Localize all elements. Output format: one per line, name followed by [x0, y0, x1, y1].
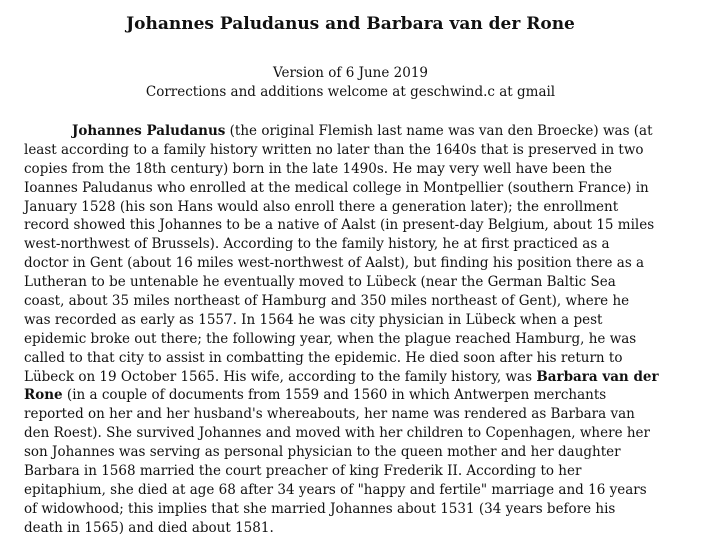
line-text: record showed this Johannes to be a native of Aalst (in present-day Belgium, about 15 miles: [24, 217, 655, 234]
paragraph-line: [24, 198, 684, 217]
line-text: epidemic broke out there; the following year, when the plague reached Hamburg, he was: [24, 330, 637, 347]
line-text: epitaphium, she died at age 68 after 34 years of "happy and fertile" marriage and 16 years: [24, 481, 647, 498]
paragraph-line: [24, 122, 684, 141]
line-text: Barbara in 1568 married the court preacher of king Frederik II. According to her: [24, 463, 582, 480]
bold-name: Johannes Paludanus: [72, 123, 226, 139]
line-text: west-northwest of Brussels). According to the family history, he at first practiced as a: [24, 236, 610, 253]
document-title: Johannes Paludanus and Barbara van der Rone: [126, 14, 575, 34]
paragraph-line: [24, 368, 684, 387]
paragraph-line: [24, 216, 684, 235]
version-date: Version of 6 June 2019: [272, 65, 429, 81]
paragraph-line: [24, 462, 684, 481]
paragraph-line: [24, 254, 684, 273]
contact-note: Corrections and additions welcome at geschwind.c at gmail: [145, 84, 556, 100]
line-text: was recorded as early as 1557. In 1564 he was city physician in Lübeck when a pest: [24, 311, 603, 328]
paragraph-line: [24, 424, 684, 443]
paragraph-line: [24, 481, 684, 500]
line-text: least according to a family history written no later than the 1640s that is preserved in two: [24, 141, 644, 158]
paragraph-line: [24, 349, 684, 368]
line-text: Lutheran to be untenable he eventually moved to Lübeck (near the German Baltic Sea: [24, 274, 616, 291]
line-text: (in a couple of documents from 1559 and 1560 in which Antwerpen merchants: [62, 387, 607, 404]
line-text: son Johannes was serving as personal physician to the queen mother and her daughter: [24, 444, 621, 461]
bold-name: Barbara van der: [536, 368, 659, 385]
paragraph-line: [24, 235, 684, 254]
paragraph-line: [24, 330, 684, 349]
paragraph-line: [24, 273, 684, 292]
paragraph-line: [24, 443, 684, 462]
paragraph-line: [24, 311, 684, 330]
line-text: reported on her and her husband's whereabouts, her name was rendered as Barbara van: [24, 406, 635, 423]
line-text: of widowhood; this implies that she married Johannes about 1531 (34 years before his: [24, 500, 616, 517]
line-text: (the original Flemish last name was van den Broecke) was (at: [225, 123, 653, 139]
paragraph-line: [24, 141, 684, 160]
line-text: den Roest). She survived Johannes and moved with her children to Copenhagen, where her: [24, 425, 650, 442]
line-text: Ioannes Paludanus who enrolled at the medical college in Montpellier (southern France) in: [24, 179, 649, 196]
paragraph-line: [24, 500, 684, 519]
version-block: [0, 64, 701, 102]
line-text: January 1528 (his son Hans would also enroll there a generation later); the enrollment: [24, 198, 619, 215]
paragraph-line: [24, 179, 684, 198]
paragraph-line: [24, 160, 684, 179]
line-text: Lübeck on 19 October 1565. His wife, according to the family history, was: [24, 368, 537, 385]
body-paragraph: [24, 122, 684, 538]
bold-name: Rone: [24, 387, 63, 404]
line-text: doctor in Gent (about 16 miles west-northwest of Aalst), but finding his position there as a: [24, 255, 645, 272]
paragraph-line: [24, 519, 684, 538]
paragraph-line: [24, 292, 684, 311]
paragraph-line: [24, 405, 684, 424]
line-text: called to that city to assist in combatting the epidemic. He died soon after his return to: [24, 349, 623, 366]
line-text: copies from the 18th century) born in the late 1490s. He may very well have been the: [24, 160, 613, 177]
line-text: death in 1565) and died about 1581.: [24, 519, 274, 536]
line-text: coast, about 35 miles northeast of Hamburg and 350 miles northeast of Gent), where he: [24, 293, 630, 310]
paragraph-line: [24, 386, 684, 405]
